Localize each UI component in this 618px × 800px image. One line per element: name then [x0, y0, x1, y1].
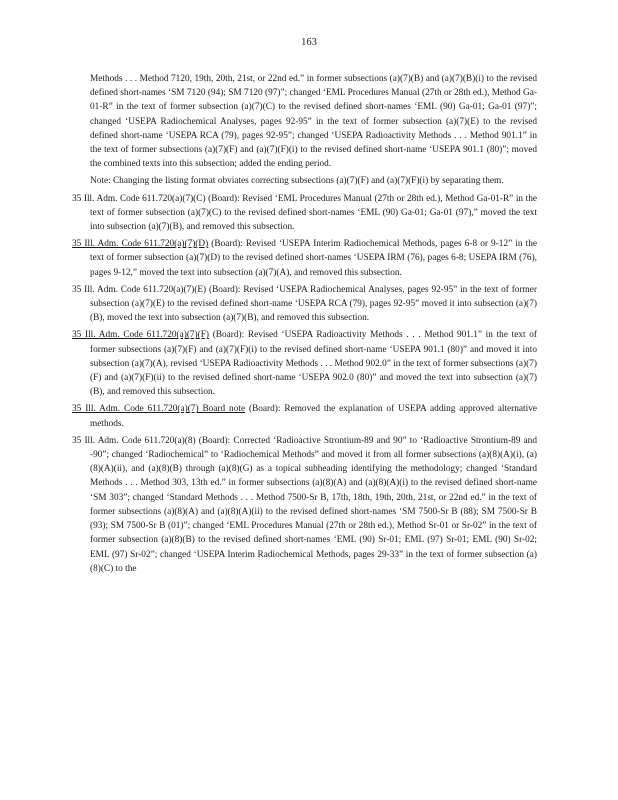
entry-body: (Board): Revised ‘USEPA Radioactivity Methods . . . Method 901.1” in the text of former subsections (a)(7)(F) and (a)(7)(F)(i) to the revised defined short-name ‘USEPA 901.1 (80)” and moved it into subsection (a)(7)(A), revised ‘USEPA Radioactivity Methods . . . Method 902.0” in the text of former subsections (a)(7)(F) and (a)(7)(F)(ii) to the revised defined short-name ‘USEPA 902.0 (80)” and moved the text into subsection (a)(7)(B), and removed this subsection. [90, 330, 537, 398]
entry-body: (Board): Revised ‘EML Procedures Manual (27th or 28th ed.), Method Ga-01-R” in the text of former subsection (a)(7)(C) to the revised defined short-names ‘EML (90) Ga-01; Ga-01 (97),” moved the text into subsection (a)(7)(B), and removed this subsection. [90, 193, 537, 233]
entry-citation: 35 Ill. Adm. Code 611.720(a)(7) Board note [72, 404, 246, 415]
entry-citation: 35 Ill. Adm. Code 611.720(a)(7)(F) [72, 330, 210, 341]
entry-body: (Board): Revised ‘USEPA Interim Radiochemical Methods, pages 6-8 or 9-12” in the text of former subsection (a)(7)(D) to the revised defined short-names ‘USEPA IRM (76), pages 6-8; USEPA IRM (76), pages 9-12,” moved the text into subsection (a)(7)(A), and removed this subsection. [90, 239, 537, 278]
continuation-paragraph: Methods . . . Method 7120, 19th, 20th, 21st, or 22nd ed.” in former subsections (a)(7)(B) and (a)(7)(B)(i) to the revised defined short-names ‘SM 7120 (94); SM 7120 (97)”; changed ‘EML Procedures Manual (27th or 28th ed.), Method Ga-01-R” in the text of former subsection (a)(7)(C) to the revised defined short-names ‘EML (90) Ga-01; Ga-01 (97)”; changed ‘USEPA Radiochemical Analyses, pages 92-95” in the text of former subsection (a)(7)(E) to the revised defined short-name ‘USEPA RCA (79), pages 92-95”; changed ‘USEPA Radioactivity Methods . . . Method 901.1” in the text of former subsections (a)(7)(F) and (a)(7)(F)(i) to the revised defined short-name ‘USEPA 901.1 (80)”; moved the combined texts into this subsection; added the ending period. [90, 74, 537, 170]
entry-citation: 35 Ill. Adm. Code 611.720(a)(7)(D) [72, 239, 209, 250]
document-body [72, 72, 537, 576]
entry-611-720-a7-board-note [72, 402, 537, 430]
entry-body: (Board): Revised ‘USEPA Radiochemical Analyses, pages 92-95” in the text of former subsection (a)(7)(E) to the revised defined short-name ‘USEPA RCA (79), pages 92-95” moved it into subsection (a)(7)(B), moved the text into subsection (a)(7)(B), and removed this subsection. [90, 284, 538, 324]
entry-611-720-a8 [72, 434, 537, 576]
note-paragraph: Note: Changing the listing format obviates correcting subsections (a)(7)(F) and (a)(7)(F)(i) by separating them. [90, 176, 504, 187]
entry-611-720-a7c [72, 192, 537, 235]
entry-citation: 35 Ill. Adm. Code 611.720(a)(8) [72, 435, 196, 446]
entry-body: (Board): Corrected ‘Radioactive Strontium-89 and 90” to ‘Radioactive Strontium-89 and -90”; changed ‘Radiochemical” to ‘Radiochemical Methods” and moved it from all former subsections (a)(8)(A)(i), (a)(8)(A)(ii), and (a)(8)(B) through (a)(8)(G) as a topical subheading identifying the methodology; changed ‘Standard Methods . . . Method 303, 13th ed.” in former subsections (a)(8)(A) and (a)(8)(A)(i) to the revised defined short-name ‘SM 303”; changed ‘Standard Methods . . . Method 7500-Sr B, 17th, 18th, 19th, 20th, 21st, or 22nd ed.” in the text of former subsections (a)(8)(A) and (a)(8)(A)(ii) to the revised defined short-names ‘SM 7500-Sr B (88); SM 7500-Sr B (93); SM 7500-Sr B (01)”; changed ‘EML Procedures Manual (27th or 28th ed.), Method Sr-01 or Sr-02” in the text of former subsection (a)(8)(B) to the revised defined short-names ‘EML (90) Sr-01; EML (97) Sr-01; EML (90) Sr-02; EML (97) Sr-02”; changed ‘USEPA Interim Radiochemical Methods, pages 29-33” in the text of former subsection (a)(8)(C) to the [90, 435, 537, 574]
entry-citation: 35 Ill. Adm. Code 611.720(a)(7)(C) [72, 193, 206, 204]
page-number: 163 [301, 37, 317, 48]
entry-611-720-a7e [72, 283, 537, 326]
entry-citation: 35 Ill. Adm. Code 611.720(a)(7)(E) [72, 284, 207, 295]
entry-611-720-a7f [72, 328, 537, 399]
entry-611-720-a7d [72, 237, 537, 280]
entry-body: (Board): Removed the explanation of USEPA adding approved alternative methods. [90, 404, 537, 429]
